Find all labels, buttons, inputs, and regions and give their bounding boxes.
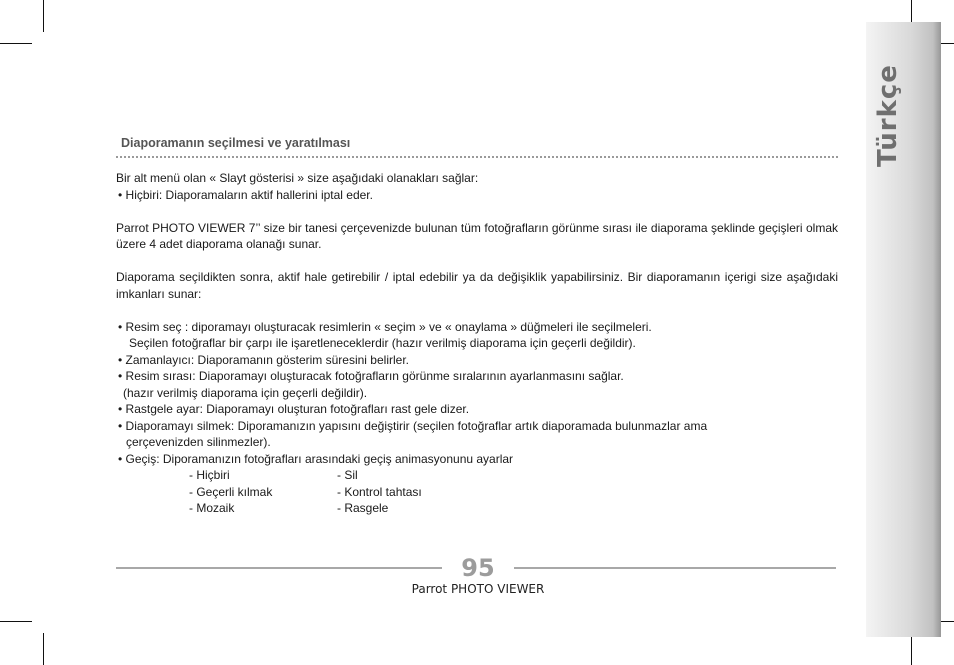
paragraph-1: Parrot PHOTO VIEWER 7’’ size bir tanesi çerçevenizde bulunan tüm fotoğrafların görünme sırası ile diaporama şeklinde geçişleri olmak üzere 4 adet diaporama olanağı sunar. bbox=[116, 220, 838, 251]
bullet-item: • Rastgele ayar: Diaporamayı oluşturan fotoğrafları rast gele dizer. bbox=[118, 402, 470, 416]
transition-option: - Geçerli kılmak bbox=[189, 484, 273, 499]
language-label: Türkçe bbox=[873, 64, 903, 167]
crop-mark bbox=[43, 633, 44, 665]
transition-option: - Rasgele bbox=[337, 501, 389, 515]
transition-options bbox=[189, 467, 838, 517]
footer-line-left bbox=[116, 567, 442, 569]
side-tab-shadow bbox=[933, 22, 941, 637]
bullet-item: • Resim seç : diporamayı oluşturacak resimlerin « seçim » ve « onaylama » düğmeleri ile seçilmeleri. bbox=[118, 319, 652, 334]
bullet-item: • Geçiş: Diporamanızın fotoğrafları arasındaki geçiş animasyonunu ayarlar bbox=[118, 451, 514, 466]
bullet-continuation: Seçilen fotoğraflar bir çarpı ile işaretleneceklerdir (hazır verilmiş diaporama için geçerli değildir). bbox=[129, 336, 636, 350]
dotted-divider bbox=[116, 156, 838, 158]
paragraph-2: Diaporama seçildikten sonra, aktif hale getirebilir / iptal edebilir ya da değişiklik yapabilirsiniz. Bir diaporamanın içerigi size aşağıdaki imkanları sunar: bbox=[116, 270, 838, 301]
transition-option: - Sil bbox=[337, 468, 358, 482]
bullet-item: • Zamanlayıcı: Diaporamanın gösterim süresini belirler. bbox=[118, 352, 409, 367]
bullet-item: • Diaporamayı silmek: Diporamanızın yapısını değiştirir (seçilen fotoğraflar artık diaporamada bulunmazlar ama bbox=[118, 418, 708, 433]
crop-mark bbox=[0, 621, 32, 622]
body-text bbox=[116, 170, 838, 517]
transition-option: - Kontrol tahtası bbox=[337, 484, 422, 499]
page-number: 95 bbox=[461, 554, 495, 582]
intro-bullet: • Hiçbiri: Diaporamaların aktif hallerini iptal eder. bbox=[118, 187, 373, 202]
footer-line-right bbox=[514, 567, 836, 569]
bullet-item: • Resim sırası: Diaporamayı oluşturacak fotoğrafların görünme sıralarının ayarlanmasını sağlar. bbox=[118, 369, 624, 383]
bullet-continuation: çerçevenizden silinmezler). bbox=[126, 435, 271, 449]
intro-text: Bir alt menü olan « Slayt gösterisi » size aşağıdaki olanakları sağlar: bbox=[116, 171, 479, 185]
section-title: Diaporamanın seçilmesi ve yaratılması bbox=[121, 136, 351, 150]
crop-mark bbox=[911, 633, 912, 665]
transition-option: - Hiçbiri bbox=[189, 468, 230, 482]
crop-mark bbox=[43, 0, 44, 32]
crop-mark bbox=[0, 43, 32, 44]
transition-option: - Mozaik bbox=[189, 501, 235, 515]
product-name: Parrot PHOTO VIEWER bbox=[411, 582, 545, 596]
bullet-continuation: (hazır verilmiş diaporama için geçerli değildir). bbox=[123, 385, 368, 400]
